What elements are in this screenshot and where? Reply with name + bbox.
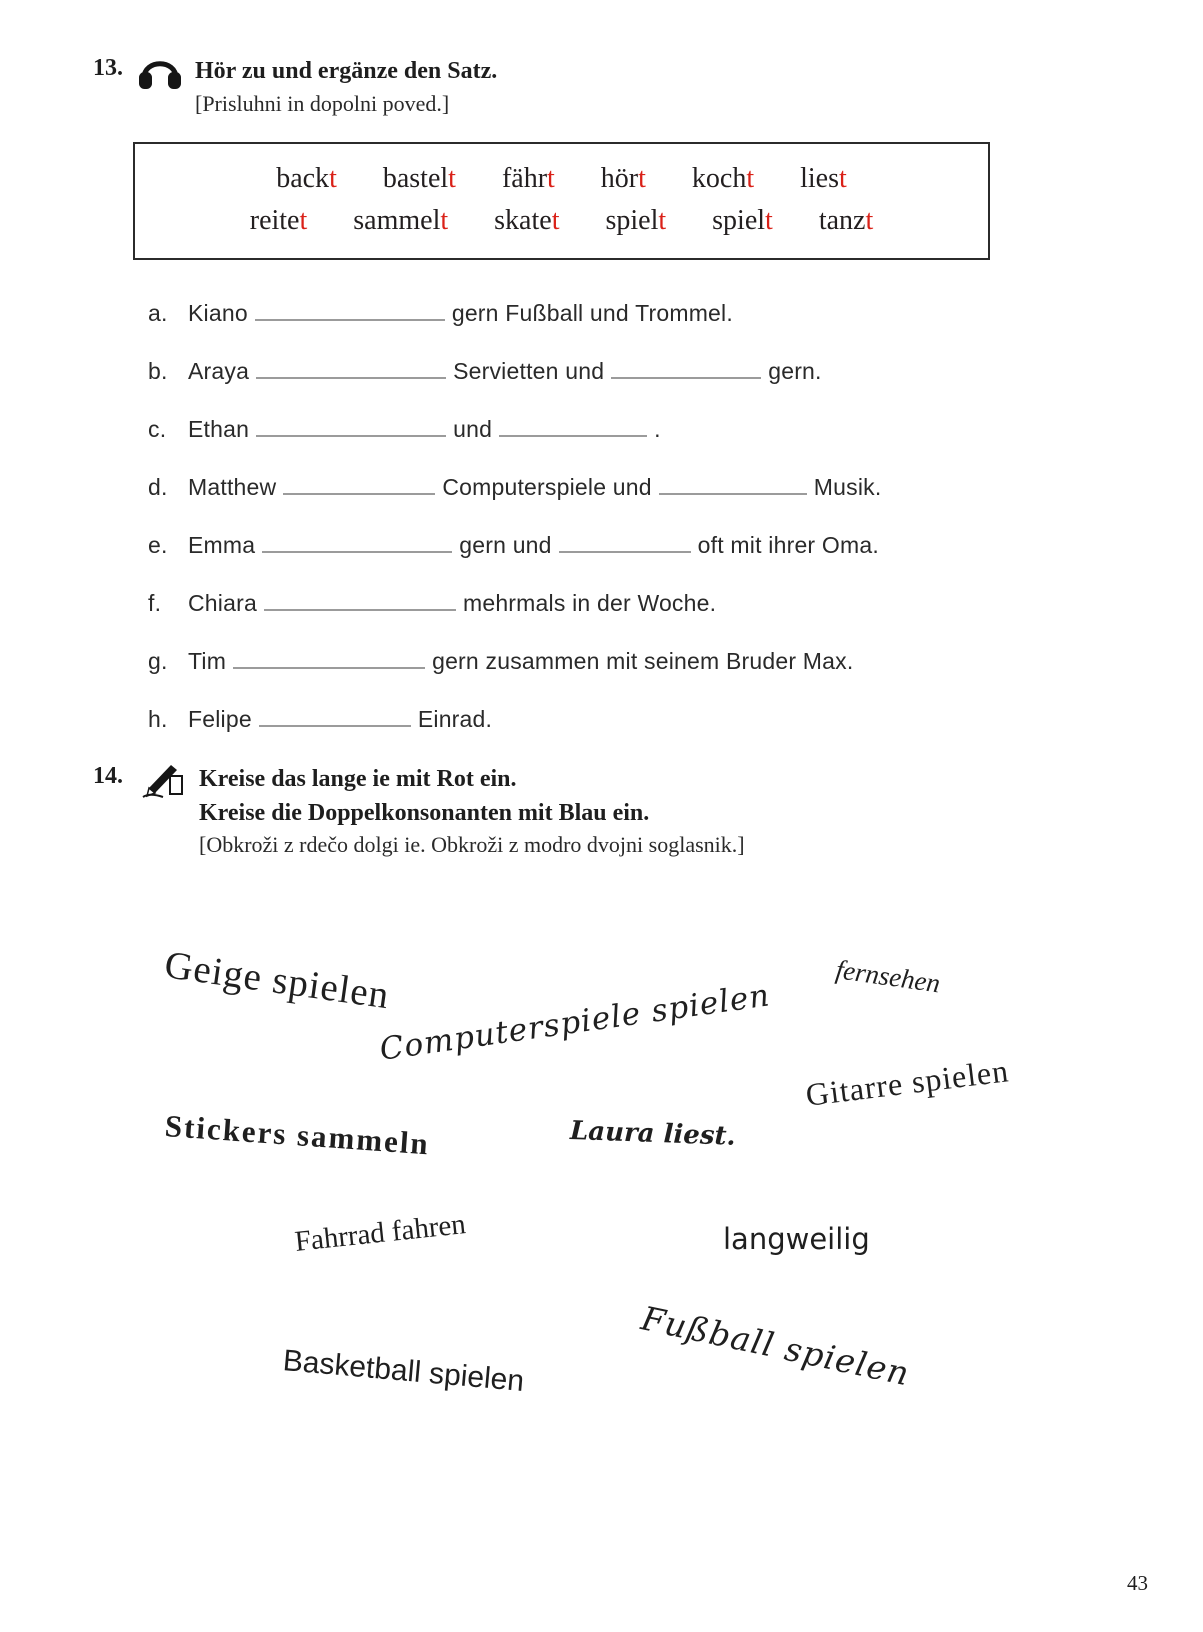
exercise-13: [93, 55, 1103, 764]
sentence-text: oft mit ihrer Oma.: [697, 532, 879, 559]
scattered-word: Basketball spielen: [281, 1344, 526, 1399]
writing-hand-icon: [137, 761, 187, 806]
blank-line: [233, 655, 425, 669]
sentence-text: gern und: [459, 532, 552, 559]
verb-ending-highlight: t: [329, 163, 337, 195]
sentence-text: Chiara: [188, 590, 257, 617]
sentence-text: mehrmals in der Woche.: [462, 590, 717, 617]
exercise-14-subtitle: [Obkroži z rdečo dolgi ie. Obkroži z modro dvojni soglasnik.]: [199, 832, 745, 858]
sentence-text: und: [453, 416, 493, 443]
verb-word: sammelt: [353, 205, 449, 237]
blank-line: [559, 539, 691, 553]
verb-word: backt: [276, 163, 337, 195]
exercise-14-titles: [199, 763, 1103, 860]
blank-line: [262, 539, 452, 553]
sentence-text: Araya: [188, 358, 250, 385]
sentence-label: d.: [148, 474, 168, 501]
sentence-label: c.: [148, 416, 167, 443]
sentence-text: Servietten und: [453, 358, 605, 385]
exercise-13-subtitle: [Prisluhni in dopolni poved.]: [195, 90, 450, 116]
exercise-13-number: 13.: [93, 55, 123, 81]
verb-ending-highlight: t: [448, 163, 456, 195]
verb-word: spielt: [605, 205, 667, 237]
sentence-label: a.: [148, 300, 168, 327]
exercise-13-header: [93, 55, 1103, 118]
exercise-13-titles: [195, 55, 1103, 118]
sentence-row: [148, 358, 1103, 385]
sentence-text: Matthew: [188, 474, 277, 501]
sentence-label: g.: [148, 648, 168, 675]
verb-word: skatet: [494, 205, 560, 237]
exercise-13-title: Hör zu und ergänze den Satz.: [195, 58, 498, 84]
sentence-text: gern zusammen mit seinem Bruder Max.: [432, 648, 854, 675]
scattered-words: [0, 930, 1203, 1530]
verb-word: bastelt: [382, 163, 456, 195]
verb-ending-highlight: t: [839, 163, 847, 195]
verb-word: fährt: [501, 163, 555, 195]
blank-line: [264, 597, 456, 611]
sentence-row: [148, 474, 1103, 501]
blank-line: [499, 423, 647, 437]
blank-line: [659, 481, 807, 495]
scattered-word: Geige spielen: [162, 943, 393, 1018]
verb-word: reitet: [249, 205, 308, 237]
verb-ending-highlight: t: [551, 205, 560, 237]
blank-line: [256, 423, 446, 437]
verb-word: liest: [800, 163, 847, 195]
sentence-label: b.: [148, 358, 168, 385]
verb-ending-highlight: t: [765, 205, 773, 237]
exercise-14-title-line1: Kreise das lange ie mit Rot ein.: [199, 766, 517, 792]
exercise-14-number: 14.: [93, 763, 123, 789]
sentence-label: e.: [148, 532, 168, 559]
sentence-text: Ethan: [188, 416, 250, 443]
exercise-14-title-line2: Kreise die Doppelkonsonanten mit Blau ein.: [199, 799, 650, 826]
sentence-text: Computerspiele und: [442, 474, 652, 501]
sentence-text: Musik.: [813, 474, 882, 501]
sentence-text: gern.: [768, 358, 822, 385]
exercise-14: [93, 763, 1103, 860]
word-row: [165, 158, 958, 200]
scattered-word: langweilig: [723, 1222, 870, 1256]
scattered-word: fernsehen: [833, 954, 943, 999]
verb-ending-highlight: t: [638, 163, 646, 195]
blank-line: [283, 481, 435, 495]
scattered-word: Fußball spielen: [637, 1298, 914, 1394]
sentence-label: f.: [148, 590, 162, 617]
sentence-row: [148, 300, 1103, 327]
sentence-text: Felipe: [188, 706, 252, 733]
verb-word: tanzt: [818, 205, 874, 237]
word-row: [165, 200, 958, 242]
sentence-row: [148, 416, 1103, 443]
exercise-14-header: [93, 763, 1103, 860]
blank-line: [255, 307, 445, 321]
sentence-row: [148, 532, 1103, 559]
sentence-text: Kiano: [188, 300, 248, 327]
sentence-label: h.: [148, 706, 168, 733]
verb-ending-highlight: t: [865, 205, 874, 237]
verb-ending-highlight: t: [299, 205, 308, 237]
scattered-word: Gitarre spielen: [803, 1052, 1011, 1113]
sentence-row: [148, 590, 1103, 617]
verb-ending-highlight: t: [746, 163, 755, 195]
scattered-word: Fahrrad fahren: [293, 1208, 468, 1258]
verb-word: spielt: [712, 205, 773, 237]
sentence-row: [148, 706, 1103, 733]
blank-line: [259, 713, 411, 727]
page-number: 43: [1127, 1571, 1148, 1595]
sentence-text: Tim: [188, 648, 227, 675]
scattered-word: Laura liest.: [569, 1116, 737, 1152]
blank-line: [256, 365, 446, 379]
verb-ending-highlight: t: [658, 205, 667, 237]
sentence-text: Emma: [188, 532, 256, 559]
sentence-row: [148, 648, 1103, 675]
verb-word: kocht: [691, 163, 755, 195]
sentence-text: .: [654, 416, 661, 443]
verb-word: hört: [600, 163, 646, 195]
verb-ending-highlight: t: [547, 163, 555, 195]
headphones-icon: [137, 53, 183, 96]
sentence-text: Einrad.: [417, 706, 493, 733]
sentence-text: gern Fußball und Trommel.: [451, 300, 733, 327]
blank-line: [611, 365, 761, 379]
scattered-word: Computerspiele spielen: [377, 977, 773, 1068]
sentence-list: [148, 300, 1103, 733]
scattered-word: Stickers sammeln: [163, 1108, 431, 1162]
word-box: [133, 142, 990, 260]
verb-ending-highlight: t: [440, 205, 449, 237]
